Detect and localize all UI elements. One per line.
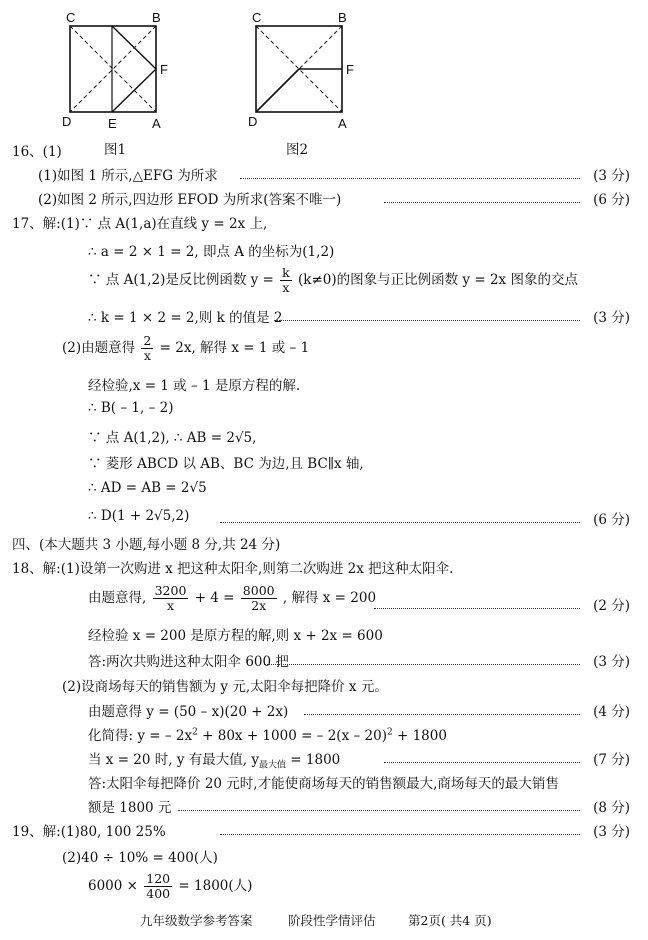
q16-line1: (1)如图 1 所示,△EFG 为所求 xyxy=(38,168,218,184)
fraction-numerator: 3200 xyxy=(154,583,187,598)
footer-assessment: 阶段性学情评估 xyxy=(288,913,376,928)
q17-line3-post: (k≠0)的图象与正比例函数 y = 2x 图象的交点 xyxy=(298,272,578,288)
leader-dots xyxy=(264,664,580,665)
q18-line8-part: = 1800 xyxy=(286,752,341,768)
leader-dots xyxy=(384,762,580,763)
q18-line2-post: , 解得 x = 200 xyxy=(282,590,377,606)
q19-line2: (2)40 ÷ 10% = 400(人) xyxy=(62,850,218,866)
q17-line11-score: (6 分) xyxy=(593,512,630,528)
fraction-numerator: 8000 xyxy=(242,583,275,598)
q18-line8-score: (7 分) xyxy=(593,752,630,768)
label-d: D xyxy=(62,114,72,129)
q17-line3 xyxy=(88,266,578,295)
label-f: F xyxy=(160,62,168,77)
q19-line1-score: (3 分) xyxy=(593,824,630,840)
label-c: C xyxy=(66,10,76,25)
q18-line7-part: + 80x + 1000 = – 2(x – 20) xyxy=(197,728,387,744)
q18-line7-part: 化简得: y = – 2x xyxy=(88,728,193,744)
q19-line3-post: = 1800(人) xyxy=(178,878,253,894)
q18-line5: (2)设商场每天的销售额为 y 元,太阳伞每把降价 x 元。 xyxy=(62,679,388,695)
q19-line3 xyxy=(88,872,252,901)
label-d: D xyxy=(248,114,258,129)
q17-line1: 17、解:(1)∵ 点 A(1,a)在直线 y = 2x 上, xyxy=(12,216,268,232)
leader-dots xyxy=(304,714,580,715)
label-b: B xyxy=(152,10,161,25)
q18-line2-score: (2 分) xyxy=(593,598,630,614)
fraction-numerator: k xyxy=(282,265,290,280)
q18-line7-part: + 1800 xyxy=(392,728,447,744)
q18-line3: 经检验 x = 200 是原方程的解,则 x + 2x = 600 xyxy=(88,628,383,644)
figure-2-caption: 图2 xyxy=(286,142,309,158)
label-f: F xyxy=(346,62,354,77)
fraction-2-over-x xyxy=(141,334,153,363)
label-a: A xyxy=(152,116,161,131)
fraction-denominator: x xyxy=(166,598,175,613)
q18-line9: 答:太阳伞每把降价 20 元时,才能使商场每天的销售额最大,商场每天的最大销售 xyxy=(88,776,559,792)
q17-line11: ∴ D(1 + 2√5,2) xyxy=(88,508,190,524)
leader-dots xyxy=(178,810,580,811)
fraction-denominator: x xyxy=(143,348,151,363)
q17-line8: ∵ 点 A(1,2), ∴ AB = 2√5, xyxy=(88,430,257,446)
q18-line1: 18、解:(1)设第一次购进 x 把这种太阳伞,则第二次购进 2x 把这种太阳伞. xyxy=(12,561,454,577)
q17-line10: ∴ AD = AB = 2√5 xyxy=(88,480,207,496)
fraction-denominator: 400 xyxy=(146,886,171,901)
label-e: E xyxy=(108,116,117,131)
figure-1-caption: 图1 xyxy=(104,142,127,158)
q16-line2-score: (6 分) xyxy=(593,192,630,208)
q16-line2: (2)如图 2 所示,四边形 EFOD 为所求(答案不唯一) xyxy=(38,192,342,208)
fraction-k-over-x xyxy=(280,266,292,295)
fraction-denominator: x xyxy=(282,280,290,295)
q18-line4: 答:两次共购进这种太阳伞 600 把 xyxy=(88,654,289,670)
fraction-numerator: 2 xyxy=(143,333,152,348)
q18-line4-score: (3 分) xyxy=(593,654,630,670)
q17-line7: ∴ B( – 1, – 2) xyxy=(88,400,174,416)
q17-line4: ∴ k = 1 × 2 = 2,则 k 的值是 2 xyxy=(88,310,283,326)
q16-head: 16、(1) xyxy=(12,144,62,160)
exponent: 2 xyxy=(386,727,393,738)
q19-line3-pre: 6000 × xyxy=(88,878,138,894)
leader-dots xyxy=(374,608,580,609)
q18-line10: 额是 1800 元 xyxy=(88,800,172,816)
fraction-120-over-400 xyxy=(144,872,172,901)
q18-line8-part: 当 x = 20 时, y 有最大值, y xyxy=(88,752,259,768)
fraction-numerator: 120 xyxy=(146,871,171,886)
leader-dots xyxy=(240,178,580,179)
q17-line5 xyxy=(62,334,309,363)
q17-line3-pre: ∵ 点 A(1,2)是反比例函数 y = xyxy=(88,272,274,288)
q18-line10-score: (8 分) xyxy=(593,800,630,816)
q18-line8 xyxy=(88,748,340,771)
leader-dots xyxy=(220,522,580,523)
q18-line6-score: (4 分) xyxy=(593,704,630,720)
q17-line5-post: = 2x, 解得 x = 1 或 – 1 xyxy=(159,340,310,356)
figure-1-diagram xyxy=(60,4,180,134)
q17-line4-score: (3 分) xyxy=(593,310,630,326)
q17-line6: 经检验,x = 1 或 – 1 是原方程的解. xyxy=(88,378,301,394)
leader-dots xyxy=(220,834,580,835)
q18-line2 xyxy=(88,584,376,613)
fraction-3200-over-x xyxy=(153,584,189,613)
leader-dots xyxy=(274,320,580,321)
footer-page-number: 第2页( 共4 页) xyxy=(408,913,492,928)
label-c: C xyxy=(252,10,262,25)
subscript: 最大值 xyxy=(258,760,286,771)
leader-dots xyxy=(384,202,580,203)
q18-line7 xyxy=(88,724,447,744)
exponent: 2 xyxy=(192,727,198,738)
footer-doc-title: 九年级数学参考答案 xyxy=(140,913,253,928)
q17-line5-pre: (2)由题意得 xyxy=(62,340,136,356)
figure-2 xyxy=(246,4,366,138)
q16-line1-score: (3 分) xyxy=(593,168,630,184)
q18-line2-mid: + 4 = xyxy=(194,590,235,606)
fraction-8000-over-2x xyxy=(241,584,277,613)
figure-1 xyxy=(60,4,180,138)
section-4-heading: 四、(本大题共 3 小题,每小题 8 分,共 24 分) xyxy=(12,537,281,553)
q19-line1: 19、解:(1)80, 100 25% xyxy=(12,824,166,840)
fraction-denominator: 2x xyxy=(251,598,267,613)
label-b: B xyxy=(338,10,347,25)
q17-line2: ∴ a = 2 × 1 = 2, 即点 A 的坐标为(1,2) xyxy=(88,244,335,260)
label-a: A xyxy=(338,116,347,131)
q18-line2-pre: 由题意得, xyxy=(88,590,147,606)
q17-line9: ∵ 菱形 ABCD 以 AB、BC 为边,且 BC∥x 轴, xyxy=(88,456,364,472)
q18-line6: 由题意得 y = (50 – x)(20 + 2x) xyxy=(88,704,289,720)
figure-2-diagram xyxy=(246,4,366,134)
